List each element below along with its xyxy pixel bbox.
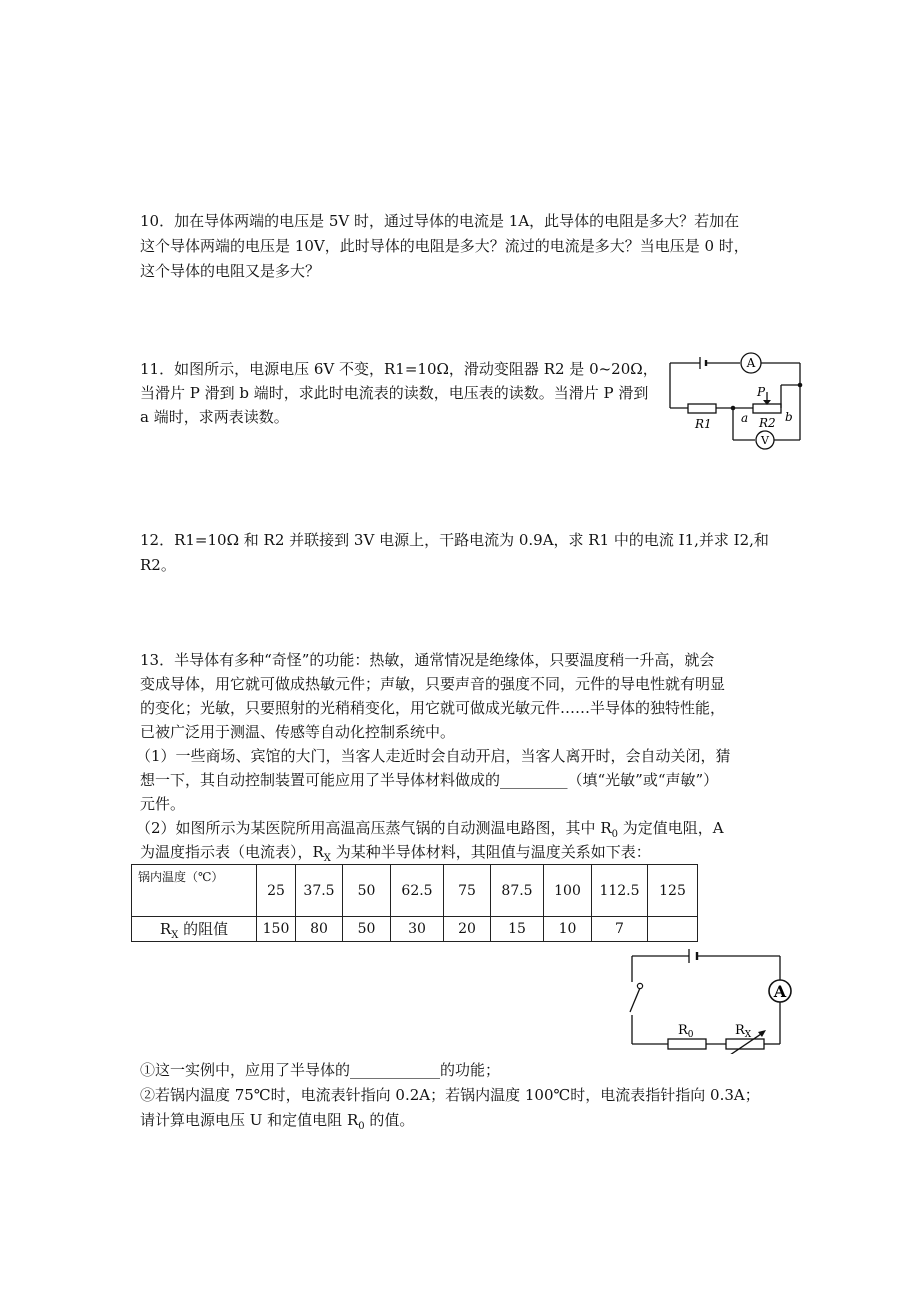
r2-rheostat <box>753 404 781 413</box>
q13-line-1: 13．半导体有多种“奇怪”的功能：热敏，通常情况是绝缘体，只要温度稍一升高，就会 <box>140 651 715 669</box>
table-cell: 25 <box>257 865 296 917</box>
q13-part2-line-2: 为温度指示表（电流表），$R_X$ 为某种半导体材料，其阻值与温度关系如下表： <box>140 843 651 864</box>
table-cell: 125 <box>648 865 698 917</box>
table-cell: 62.5 <box>391 865 444 917</box>
table-cell: 50 <box>343 917 391 942</box>
ammeter-label: A <box>773 982 787 1001</box>
q10-line-2: 这个导体两端的电压是 10V，此时导体的电阻是多大？流过的电流是多大？当电压是 0 时， <box>140 237 749 255</box>
r0-label: $R_0$ <box>678 1023 694 1040</box>
q11-text: 11．如图所示，电源电压 6V 不变，R1=10Ω，滑动变阻器 R2 是 0~20Ω，当滑片 P 滑到 b 端时，求此时电流表的读数，电压表的读数。当滑片 P 滑到 a 端时，求两表读数。 <box>140 360 658 426</box>
q13-sub-question-2: ②若锅内温度 75℃时，电流表针指向 0.2A；若锅内温度 100℃时，电流表指针指向 0.3A； <box>140 1086 760 1104</box>
q13-part1-line-3: 元件。 <box>140 795 186 813</box>
table-cell: 80 <box>296 917 343 942</box>
voltmeter-label: V <box>761 434 769 447</box>
resistance-temperature-table <box>131 864 698 942</box>
table-cell: 150 <box>257 917 296 942</box>
q10-line-3: 这个导体的电阻又是多大？ <box>140 262 321 280</box>
q11-circuit-diagram <box>660 345 820 455</box>
table-cell: 37.5 <box>296 865 343 917</box>
end-a-label: a <box>741 411 749 425</box>
q10-line-1: 10．加在导体两端的电压是 5V 时，通过导体的电流是 1A，此导体的电阻是多大？若加在 <box>140 212 740 230</box>
resistance-header: $R_X$ 的阻值 <box>132 917 257 942</box>
table-cell: 7 <box>592 917 648 942</box>
table-cell: 20 <box>444 917 491 942</box>
resistance-row <box>132 917 698 942</box>
q13-circuit-diagram <box>620 942 820 1054</box>
table-cell: 15 <box>491 917 544 942</box>
q13-line-4: 已被广泛用于测温、传感等自动化控制系统中。 <box>140 723 456 741</box>
switch-blade <box>630 988 640 1012</box>
q13-line-3: 的变化；光敏，只要照射的光稍稍变化，用它就可做成光敏元件……半导体的独特性能， <box>140 699 726 717</box>
table-cell: 75 <box>444 865 491 917</box>
table-cell: 112.5 <box>592 865 648 917</box>
r0-resistor <box>668 1039 706 1049</box>
q13-sub-question-2-cont: 请计算电源电压 U 和定值电阻 $R_0$ 的值。 <box>140 1111 415 1132</box>
table-cell: 10 <box>544 917 592 942</box>
q12-line-2: R2。 <box>140 556 176 574</box>
rx-resistor <box>726 1039 764 1049</box>
q12-line-1: 12．R1=10Ω 和 R2 并联接到 3V 电源上，干路电流为 0.9A，求 R1 中的电流 I1,并求 I2,和 <box>140 531 769 549</box>
q13-part1-line-1: （1）一些商场、宾馆的大门，当客人走近时会自动开启，当客人离开时，会自动关闭，猜 <box>136 747 731 765</box>
r1-label: R1 <box>695 417 712 431</box>
q13-line-2: 变成导体，用它就可做成热敏元件；声敏，只要声音的强度不同，元件的导电性就有明显 <box>140 675 726 693</box>
temperature-header: 锅内温度（℃） <box>132 865 257 917</box>
table-cell <box>648 917 698 942</box>
r1-resistor <box>688 404 716 413</box>
table-cell: 100 <box>544 865 592 917</box>
q13-sub-question-1: ①这一实例中，应用了半导体的____________的功能； <box>140 1061 501 1079</box>
table-cell: 87.5 <box>491 865 544 917</box>
slider-label: P <box>757 385 766 399</box>
table-cell: 30 <box>391 917 444 942</box>
rx-label: $R_X$ <box>735 1023 752 1040</box>
r2-label: R2 <box>759 416 776 430</box>
q13-part2-line-1: （2）如图所示为某医院所用高温高压蒸气锅的自动测温电路图，其中 $R_0$ 为定值电阻，A <box>136 819 724 840</box>
q13-part1-line-2: 想一下，其自动控制装置可能应用了半导体材料做成的_________（填“光敏”或“声敏”） <box>140 771 719 789</box>
ammeter-label: A <box>746 356 756 370</box>
temperature-row <box>132 865 698 917</box>
end-b-label: b <box>785 410 793 424</box>
table-cell: 50 <box>343 865 391 917</box>
